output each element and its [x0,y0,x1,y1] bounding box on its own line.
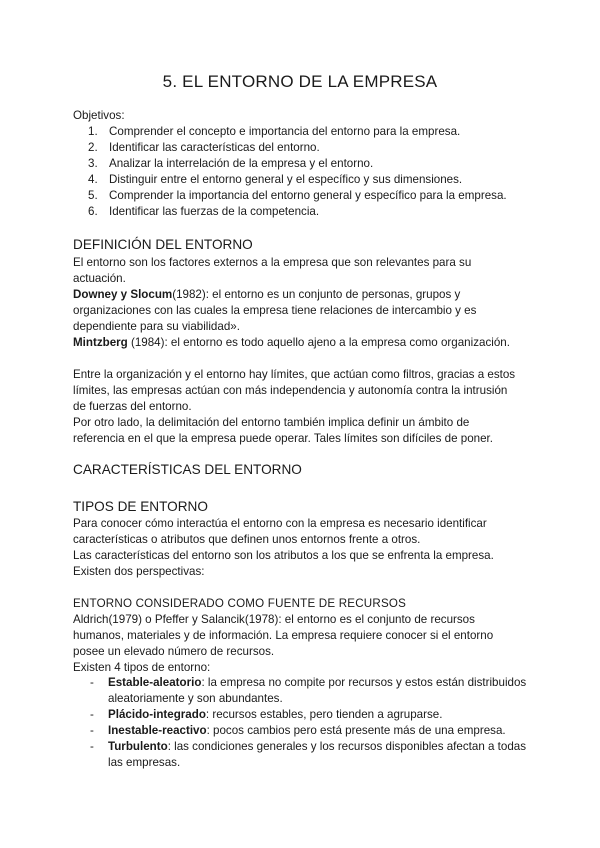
tipos-paragraph: Existen dos perspectivas: [73,565,205,578]
limites-paragraph: Entre la organización y el entorno hay límites, que actúan como filtros, gracias a estos límites, las empresas actúan con más independencia y autonomía contra la intrusión de fuerzas del entorno. [73,368,516,413]
list-number: 2. [88,141,98,154]
list-text: Distinguir entre el entorno general y el específico y sus dimensiones. [109,173,463,186]
list-item [90,675,530,707]
recursos-paragraph: Existen 4 tipos de entorno: [73,661,211,674]
list-desc: : pocos cambios pero está presente más de una empresa. [206,724,506,737]
list-item [90,723,530,739]
author-name: Downey y Slocum [73,288,173,301]
mintzberg-paragraph [73,335,523,351]
list-number: 4. [88,173,98,186]
section-heading-definicion: DEFINICIÓN DEL ENTORNO [73,237,253,252]
list-dash: - [90,676,94,689]
list-number: 5. [88,189,98,202]
definition-text: (1982): el entorno es un conjunto de personas, grupos y organizaciones con las cuales la empresa tiene relaciones de intercambio y es dependiente para su viabilidad». [73,288,477,333]
list-dash: - [90,740,94,753]
list-desc: : la empresa no compite por recursos y estos están distribuidos aleatoriamente y son abundantes. [108,676,527,705]
list-number: 1. [88,125,98,138]
list-number: 6. [88,205,98,218]
section-heading-tipos: TIPOS DE ENTORNO [73,499,208,514]
list-item [88,124,548,140]
definicion-intro: El entorno son los factores externos a la empresa que son relevantes para su actuación. [73,256,472,285]
list-number: 3. [88,157,98,170]
recursos-paragraph: Aldrich(1979) o Pfeffer y Salancik(1978): el entorno es el conjunto de recursos humanos, materiales y de información. La empresa requiere conocer si el entorno posee un elevado número de recursos. [73,613,494,658]
list-term: Plácido-integrado [108,708,206,721]
list-text: Identificar las características del entorno. [109,141,320,154]
list-text: Comprender el concepto e importancia del entorno para la empresa. [109,125,461,138]
list-text: Identificar las fuerzas de la competencia. [109,205,320,218]
section-heading-recursos: ENTORNO CONSIDERADO COMO FUENTE DE RECURSOS [73,597,407,610]
list-term: Turbulento [108,740,168,753]
list-item [88,172,548,188]
section-heading-caracteristicas: CARACTERÍSTICAS DEL ENTORNO [73,462,302,477]
list-dash: - [90,724,94,737]
list-text: Analizar la interrelación de la empresa y el entorno. [109,157,374,170]
list-item [88,156,548,172]
list-text: Comprender la importancia del entorno general y específico para la empresa. [109,189,507,202]
definition-text: (1984): el entorno es todo aquello ajeno a la empresa como organización. [127,336,510,349]
author-name: Mintzberg [73,336,128,349]
tipos-block [73,516,523,580]
list-item [88,188,548,204]
downey-paragraph [73,287,523,335]
list-desc: : recursos estables, pero tienden a agruparse. [205,708,443,721]
list-dash: - [90,708,94,721]
list-desc: : las condiciones generales y los recursos disponibles afectan a todas las empresas. [108,740,527,769]
list-term: Estable-aleatorio [108,676,202,689]
list-item [90,739,530,771]
delimitacion-paragraph: Por otro lado, la delimitación del entorno también implica definir un ámbito de referencia en el que la empresa puede operar. Tales límites son difíciles de poner. [73,416,493,445]
objetivos-label: Objetivos: [73,109,125,122]
definicion-block [73,255,523,351]
limites-block [73,367,523,447]
objetivos-list [88,124,548,220]
list-item [88,140,548,156]
entorno-types-list [90,675,530,771]
page-title: 5. EL ENTORNO DE LA EMPRESA [162,72,438,91]
list-item [90,707,530,723]
list-item [88,204,548,220]
tipos-paragraph: Para conocer cómo interactúa el entorno con la empresa es necesario identificar características o atributos que definen unos entornos frente a otros. [73,517,487,546]
tipos-paragraph: Las características del entorno son los atributos a los que se enfrenta la empresa. [73,549,494,562]
list-term: Inestable-reactivo [108,724,207,737]
recursos-block [73,612,523,676]
